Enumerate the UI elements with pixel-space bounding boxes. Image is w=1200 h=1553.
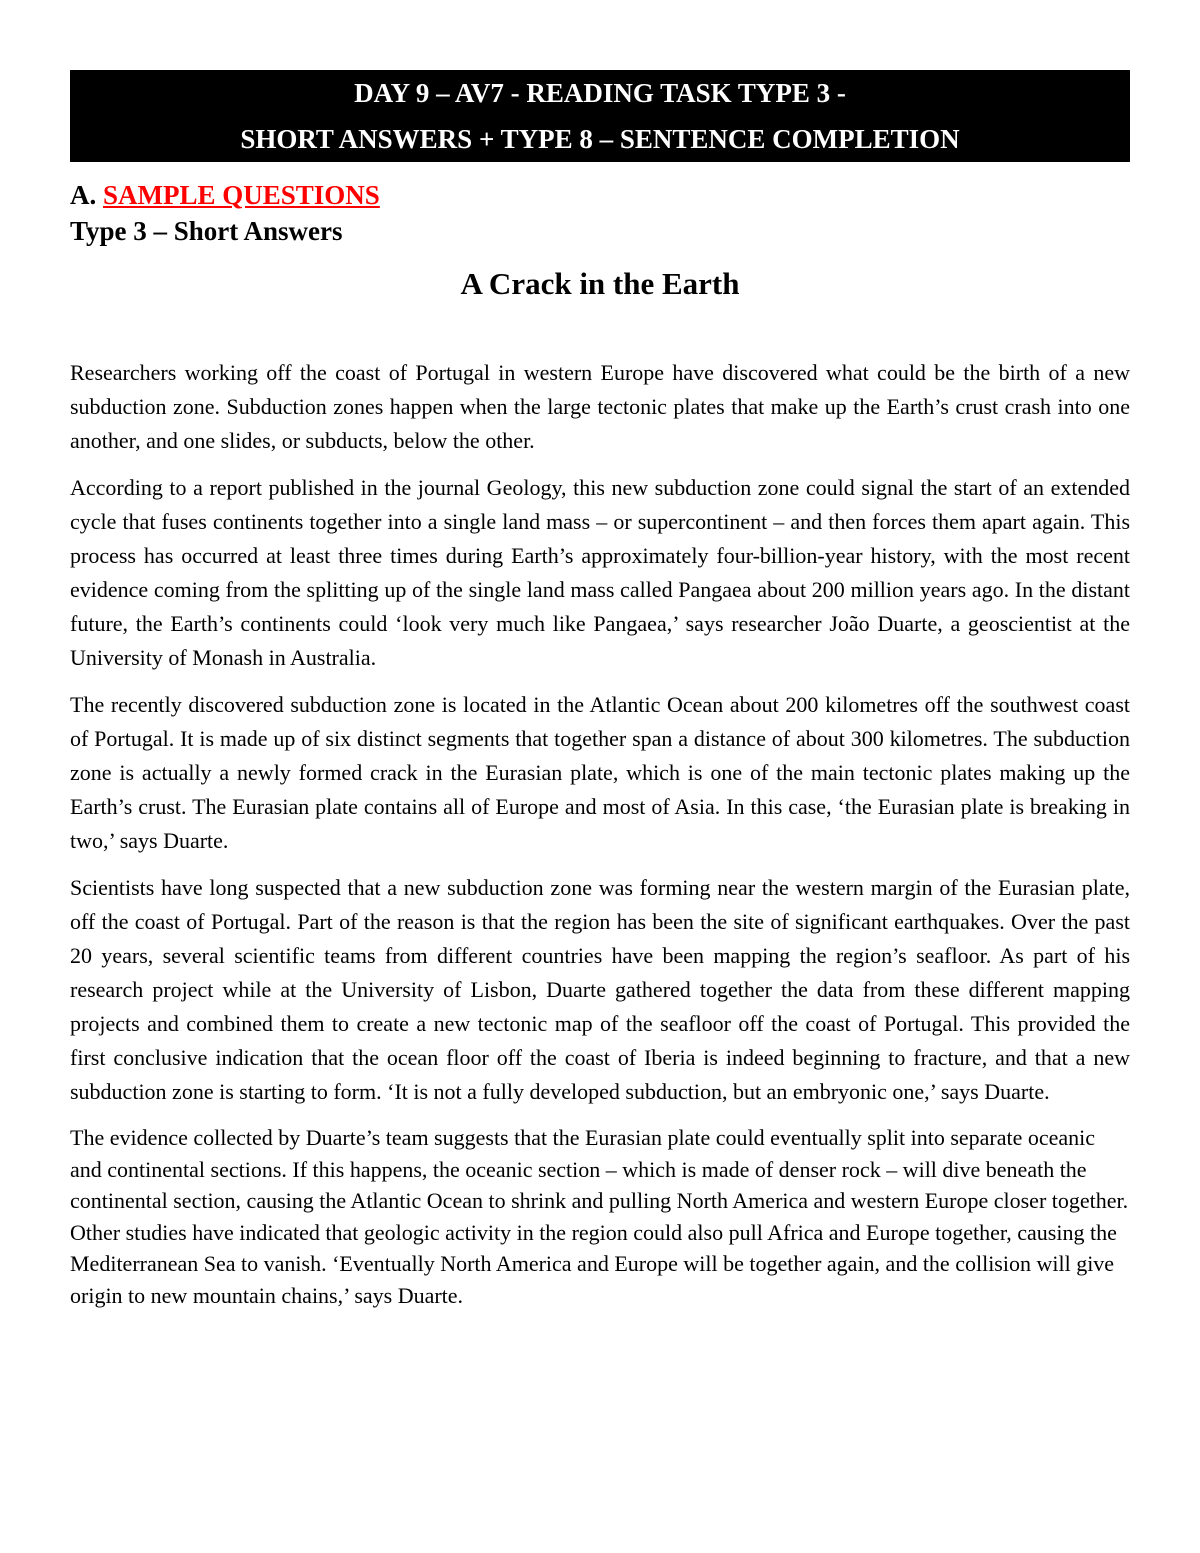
type-heading: Type 3 – Short Answers [70, 216, 343, 246]
header-line-1: DAY 9 – AV7 - READING TASK TYPE 3 - [354, 78, 846, 108]
article-title: A Crack in the Earth [460, 266, 740, 301]
paragraph-4: Scientists have long suspected that a new subduction zone was forming near the western margin of the Eurasian plate, off the coast of Portugal. Part of the reason is that the region has been the site of significant earthquakes. Over the past 20 years, several scientific teams from different countries have been mapping the region’s seafloor. As part of his research project while at the University of Lisbon, Duarte gathered together the data from these different mapping projects and combined them to create a new tectonic map of the seafloor off the coast of Portugal. This provided the first conclusive indication that the ocean floor off the coast of Iberia is indeed beginning to fracture, and that a new subduction zone is starting to form. ‘It is not a fully developed subduction, but an embryonic one,’ says Duarte. [70, 875, 1130, 1104]
document-page [70, 70, 1130, 1325]
paragraph-5: The evidence collected by Duarte’s team suggests that the Eurasian plate could eventually split into separate oceanic and continental sections. If this happens, the oceanic section – which is made of denser rock – will dive beneath the continental section, causing the Atlantic Ocean to shrink and pulling North America and western Europe closer together. Other studies have indicated that geologic activity in the region could also pull Africa and Europe together, causing the Mediterranean Sea to vanish. ‘Eventually North America and Europe will be together again, and the collision will give origin to new mountain chains,’ says Duarte. [70, 1125, 1129, 1308]
header-banner [70, 70, 1130, 162]
sample-questions-link[interactable]: SAMPLE QUESTIONS [103, 180, 380, 210]
article-body [70, 356, 1130, 1312]
paragraph-1: Researchers working off the coast of Portugal in western Europe have discovered what could be the birth of a new subduction zone. Subduction zones happen when the large tectonic plates that make up the Earth’s crust crash into one another, and one slides, or subducts, below the other. [70, 360, 1130, 453]
section-prefix: A. [70, 180, 103, 210]
section-label [70, 178, 1130, 212]
header-line-2: SHORT ANSWERS + TYPE 8 – SENTENCE COMPLETION [240, 124, 960, 154]
paragraph-2: According to a report published in the journal Geology, this new subduction zone could signal the start of an extended cycle that fuses continents together into a single land mass – or supercontinent – and then forces them apart again. This process has occurred at least three times during Earth’s approximately four-billion-year history, with the most recent evidence coming from the splitting up of the single land mass called Pangaea about 200 million years ago. In the distant future, the Earth’s continents could ‘look very much like Pangaea,’ says researcher João Duarte, a geoscientist at the University of Monash in Australia. [70, 475, 1130, 670]
paragraph-3: The recently discovered subduction zone is located in the Atlantic Ocean about 200 kilometres off the southwest coast of Portugal. It is made up of six distinct segments that together span a distance of about 300 kilometres. The subduction zone is actually a newly formed crack in the Eurasian plate, which is one of the main tectonic plates making up the Earth’s crust. The Eurasian plate contains all of Europe and most of Asia. In this case, ‘the Eurasian plate is breaking in two,’ says Duarte. [70, 692, 1130, 853]
